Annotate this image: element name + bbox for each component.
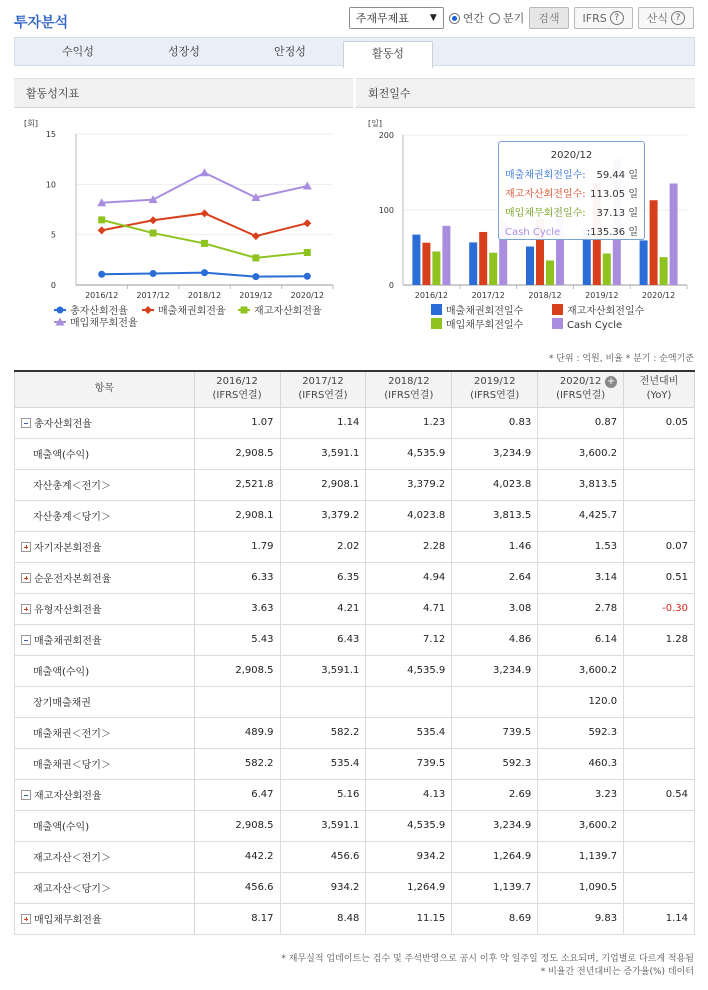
bar	[526, 247, 534, 285]
cell-yoy: -0.30	[624, 593, 695, 624]
tooltip-row	[505, 166, 638, 185]
data-point	[252, 254, 259, 261]
activity-line-chart	[14, 108, 353, 341]
cell-value: 2,908.5	[194, 655, 280, 686]
tab-profitability[interactable]: 수익성	[62, 45, 94, 58]
cell-value: 9.83	[538, 903, 624, 934]
row-label-text: 매출채권＜전기＞	[33, 729, 111, 740]
cell-value: 4.71	[366, 593, 452, 624]
header-year: 2017/12 (IFRS연결)	[280, 371, 366, 407]
cell-value: 4,535.9	[366, 438, 452, 469]
cell-yoy: 0.05	[624, 407, 695, 438]
activity-chart-panel	[14, 78, 353, 341]
tab-bar	[14, 37, 695, 66]
cell-value: 2.02	[280, 531, 366, 562]
cell-value: 3.23	[538, 779, 624, 810]
turnover-days-title: 회전일수	[356, 78, 695, 108]
cell-value: 3.14	[538, 562, 624, 593]
collapse-icon[interactable]	[21, 418, 31, 428]
row-label-text: 재고자산＜당기＞	[33, 884, 111, 895]
x-tick-label: 2019/12	[585, 291, 619, 300]
cell-yoy	[624, 686, 695, 717]
y-tick-label: 100	[378, 206, 394, 215]
cell-value: 3,813.5	[538, 469, 624, 500]
bar	[660, 257, 668, 285]
collapse-icon[interactable]	[21, 635, 31, 645]
cell-value: 1.79	[194, 531, 280, 562]
cell-yoy	[624, 748, 695, 779]
data-point	[149, 216, 157, 224]
cell-value: 3,234.9	[452, 438, 538, 469]
row-label	[15, 624, 195, 655]
search-button-label: 검색	[538, 12, 560, 25]
cell-yoy	[624, 841, 695, 872]
cell-value: 1.53	[538, 531, 624, 562]
tooltip-value: 37.13 일	[596, 208, 638, 219]
row-label-text: 매출액(수익)	[33, 450, 90, 461]
cell-value: 8.69	[452, 903, 538, 934]
legend-marker	[241, 307, 248, 314]
header-yoy: 전년대비 (YoY)	[624, 371, 695, 407]
row-label-text: 매출채권＜당기＞	[33, 760, 111, 771]
row-label	[15, 562, 195, 593]
tooltip-value: :135.36 일	[586, 227, 638, 238]
cell-value: 4.94	[366, 562, 452, 593]
row-label	[15, 407, 195, 438]
table-row	[15, 872, 695, 903]
cell-value: 4,023.8	[452, 469, 538, 500]
table-row	[15, 469, 695, 500]
header-year: 2018/12 (IFRS연결)	[366, 371, 452, 407]
expand-icon[interactable]	[21, 573, 31, 583]
bar	[670, 183, 678, 285]
cell-yoy	[624, 717, 695, 748]
row-label	[15, 593, 195, 624]
tooltip-title: 2020/12	[550, 150, 593, 161]
cell-value: 0.87	[538, 407, 624, 438]
footnotes	[281, 953, 694, 979]
tab-activity[interactable]: 활동성	[343, 41, 433, 68]
radio-quarter-dot[interactable]	[489, 13, 500, 24]
row-label-text: 자산총계＜당기＞	[33, 512, 111, 523]
cell-value: 3,379.2	[366, 469, 452, 500]
tooltip-label: 매출채권회전일수:	[505, 170, 586, 181]
cell-value: 460.3	[538, 748, 624, 779]
cell-yoy	[624, 810, 695, 841]
table-row[interactable]	[15, 779, 695, 810]
series-line	[102, 173, 308, 203]
cell-value: 5.16	[280, 779, 366, 810]
legend-swatch	[431, 318, 442, 329]
cell-value: 2.78	[538, 593, 624, 624]
chevron-down-icon: ▼	[429, 13, 437, 23]
table-row[interactable]	[15, 593, 695, 624]
bar	[469, 242, 477, 285]
cell-value: 3,234.9	[452, 810, 538, 841]
tooltip-row	[505, 223, 638, 242]
cell-value: 4,535.9	[366, 655, 452, 686]
cell-yoy	[624, 655, 695, 686]
tooltip-row	[505, 204, 638, 223]
data-point	[98, 216, 105, 223]
row-label	[15, 438, 195, 469]
y-tick-label: 5	[50, 230, 56, 240]
radio-quarter[interactable]	[489, 10, 524, 26]
y-tick-label: 15	[45, 130, 56, 139]
row-label-text: 매출액(수익)	[33, 822, 90, 833]
x-tick-label: 2018/12	[528, 291, 562, 300]
legend-swatch	[552, 318, 563, 329]
cell-value: 8.48	[280, 903, 366, 934]
legend-swatch	[431, 304, 442, 315]
tooltip-row	[505, 185, 638, 204]
data-point	[150, 230, 157, 237]
legend-swatch	[552, 304, 563, 315]
cell-value: 3,600.2	[538, 655, 624, 686]
cell-value	[452, 686, 538, 717]
cell-value: 934.2	[366, 841, 452, 872]
x-tick-label: 2019/12	[239, 291, 273, 300]
cell-value: 120.0	[538, 686, 624, 717]
cell-value: 1.07	[194, 407, 280, 438]
y-tick-label: 10	[45, 180, 56, 190]
bar	[546, 260, 554, 285]
formula-button-label: 산식	[646, 12, 668, 25]
table-row[interactable]	[15, 562, 695, 593]
tooltip-value: 113.05 일	[590, 189, 638, 200]
row-label	[15, 686, 195, 717]
row-label-text: 매출액(수익)	[33, 667, 90, 678]
table-row	[15, 748, 695, 779]
bar	[422, 243, 430, 285]
cell-value: 2,908.1	[194, 500, 280, 531]
data-point	[201, 269, 208, 276]
cell-value: 442.2	[194, 841, 280, 872]
tab-stability[interactable]: 안정성	[274, 45, 306, 58]
row-label-text: 총자산회전율	[34, 419, 92, 430]
cell-value: 7.12	[366, 624, 452, 655]
tooltip-label: 재고자산회전일수:	[505, 189, 586, 200]
row-label	[15, 810, 195, 841]
legend-label: 매출채권회전율	[158, 306, 226, 317]
cell-value: 4,425.7	[538, 500, 624, 531]
cell-value: 4.86	[452, 624, 538, 655]
cell-value: 582.2	[194, 748, 280, 779]
cell-value: 2.28	[366, 531, 452, 562]
cell-value: 3,591.1	[280, 810, 366, 841]
footnote: * 비율간 전년대비는 증가율(%) 데이터	[540, 967, 694, 977]
cell-yoy	[624, 438, 695, 469]
cell-value: 0.83	[452, 407, 538, 438]
table-row[interactable]	[15, 624, 695, 655]
row-label	[15, 779, 195, 810]
bar	[432, 251, 440, 285]
x-tick-label: 2016/12	[414, 291, 449, 300]
data-point	[98, 226, 106, 234]
cell-value: 1,264.9	[366, 872, 452, 903]
cell-yoy	[624, 500, 695, 531]
header-item: 항목	[15, 371, 195, 407]
table-row[interactable]	[15, 903, 695, 934]
ifrs-button-label: IFRS	[582, 11, 607, 25]
series-line	[102, 220, 308, 258]
bar	[442, 226, 450, 285]
cell-value: 1,264.9	[452, 841, 538, 872]
table-header-row	[15, 371, 695, 407]
cell-value: 6.14	[538, 624, 624, 655]
cell-value: 4,023.8	[366, 500, 452, 531]
table-row[interactable]	[15, 531, 695, 562]
unit-note: * 단위 : 억원, 비율 * 분기 : 순액기준	[548, 354, 694, 364]
tooltip-label: 매입채무회전일수:	[505, 208, 586, 219]
expand-icon[interactable]	[21, 542, 31, 552]
cell-yoy	[624, 872, 695, 903]
cell-value: 6.47	[194, 779, 280, 810]
x-tick-label: 2020/12	[290, 291, 324, 300]
legend-label: 총자산회전율	[70, 306, 128, 317]
cell-yoy	[624, 469, 695, 500]
bar	[603, 254, 611, 286]
table-row	[15, 717, 695, 748]
row-label	[15, 469, 195, 500]
bar	[489, 253, 497, 285]
y-axis-unit: [회]	[24, 119, 38, 128]
data-point	[201, 209, 209, 217]
cell-value	[194, 686, 280, 717]
bar	[640, 240, 648, 285]
cell-value: 3,600.2	[538, 438, 624, 469]
x-tick-label: 2016/12	[85, 291, 119, 300]
cell-value: 3.08	[452, 593, 538, 624]
activity-table	[14, 370, 695, 935]
row-label	[15, 903, 195, 934]
table-row	[15, 438, 695, 469]
y-tick-label: 200	[378, 131, 394, 140]
cell-value: 1,139.7	[538, 841, 624, 872]
cell-value: 456.6	[194, 872, 280, 903]
cell-value	[280, 686, 366, 717]
legend-label: 재고자산회전율	[254, 306, 322, 317]
x-tick-label: 2017/12	[471, 291, 505, 300]
radio-annual[interactable]	[449, 10, 484, 26]
header-year-label: 2020/12 (IFRS연결)	[556, 376, 606, 402]
bar	[412, 235, 420, 285]
cell-value: 8.17	[194, 903, 280, 934]
table-row	[15, 810, 695, 841]
table-row	[15, 841, 695, 872]
cell-value	[366, 686, 452, 717]
cell-value: 3,234.9	[452, 655, 538, 686]
row-label	[15, 841, 195, 872]
table-row	[15, 686, 695, 717]
bar	[650, 200, 658, 285]
cell-value: 6.33	[194, 562, 280, 593]
toolbar	[349, 7, 694, 29]
expand-plus-icon[interactable]: +	[606, 376, 616, 387]
cell-value: 6.43	[280, 624, 366, 655]
legend-label: 매입채무회전일수	[446, 320, 524, 331]
data-point	[201, 240, 208, 247]
row-label-text: 매출채권회전율	[34, 636, 102, 647]
cell-value: 489.9	[194, 717, 280, 748]
row-label	[15, 655, 195, 686]
cell-value: 3,591.1	[280, 438, 366, 469]
cell-value: 592.3	[452, 748, 538, 779]
row-label-text: 유형자산회전율	[34, 605, 102, 616]
cell-value: 1,139.7	[452, 872, 538, 903]
cell-yoy: 1.28	[624, 624, 695, 655]
report-type-select[interactable]	[349, 7, 444, 29]
help-icon: ?	[671, 11, 685, 25]
cell-value: 3,591.1	[280, 655, 366, 686]
row-label-text: 매입채무회전율	[34, 915, 102, 926]
cell-value: 3,600.2	[538, 810, 624, 841]
radio-annual-label: 연간	[462, 12, 484, 25]
radio-quarter-label: 분기	[503, 12, 525, 25]
cell-value: 4,535.9	[366, 810, 452, 841]
footnote: * 재무실적 업데이트는 검수 및 주석반영으로 공시 이후 약 일주일 정도 소요되며, 기업별로 다르게 적용됨	[281, 954, 694, 964]
cell-value: 1.46	[452, 531, 538, 562]
cell-value: 2.64	[452, 562, 538, 593]
page-title: 투자분석	[14, 15, 69, 31]
row-label	[15, 500, 195, 531]
cell-value: 535.4	[280, 748, 366, 779]
row-label-text: 장기매출채권	[33, 698, 91, 709]
data-point	[304, 273, 311, 280]
data-point	[303, 219, 311, 227]
legend-label: 매입채무회전율	[70, 318, 138, 329]
table-row[interactable]	[15, 407, 695, 438]
legend-marker	[57, 307, 64, 314]
row-label-text: 순운전자본회전율	[34, 574, 112, 585]
cell-value: 2,908.1	[280, 469, 366, 500]
x-tick-label: 2017/12	[136, 291, 170, 300]
cell-value: 535.4	[366, 717, 452, 748]
legend-label: 재고자산회전일수	[567, 306, 645, 317]
ifrs-button[interactable]	[574, 7, 633, 29]
y-axis-unit: [일]	[368, 119, 382, 128]
cell-value: 3,813.5	[452, 500, 538, 531]
row-label	[15, 717, 195, 748]
cell-value: 1,090.5	[538, 872, 624, 903]
data-point	[150, 270, 157, 277]
cell-value: 5.43	[194, 624, 280, 655]
y-tick-label: 0	[388, 281, 394, 290]
cell-value: 582.2	[280, 717, 366, 748]
header-year-latest	[538, 371, 624, 407]
x-tick-label: 2018/12	[187, 291, 222, 300]
cell-value: 934.2	[280, 872, 366, 903]
formula-button[interactable]	[638, 7, 694, 29]
cell-value: 739.5	[452, 717, 538, 748]
cell-value: 2,908.5	[194, 438, 280, 469]
row-label	[15, 872, 195, 903]
row-label-text: 자산총계＜전기＞	[33, 481, 111, 492]
cell-value: 11.15	[366, 903, 452, 934]
chart-tooltip	[498, 141, 645, 240]
cell-value: 592.3	[538, 717, 624, 748]
cell-value: 1.14	[280, 407, 366, 438]
cell-yoy: 0.07	[624, 531, 695, 562]
header-year: 2016/12 (IFRS연결)	[194, 371, 280, 407]
table-row	[15, 655, 695, 686]
header-year: 2019/12 (IFRS연결)	[452, 371, 538, 407]
data-point	[252, 232, 260, 240]
cell-value: 3,379.2	[280, 500, 366, 531]
cell-value: 4.13	[366, 779, 452, 810]
cell-value: 3.63	[194, 593, 280, 624]
cell-value: 2,521.8	[194, 469, 280, 500]
cell-value: 456.6	[280, 841, 366, 872]
row-label-text: 자기자본회전율	[34, 543, 102, 554]
tab-growth[interactable]: 성장성	[168, 45, 200, 58]
report-type-value: 주재무제표	[355, 12, 409, 25]
data-point	[200, 168, 209, 176]
cell-value: 6.35	[280, 562, 366, 593]
legend-label: 매출채권회전일수	[446, 306, 524, 317]
tooltip-value: 59.44 일	[596, 170, 638, 181]
cell-value: 1.23	[366, 407, 452, 438]
data-point	[98, 271, 105, 278]
row-label-text: 재고자산＜전기＞	[33, 853, 111, 864]
cell-value: 2,908.5	[194, 810, 280, 841]
table-row	[15, 500, 695, 531]
row-label	[15, 531, 195, 562]
expand-icon[interactable]	[21, 604, 31, 614]
activity-chart-title: 활동성지표	[14, 78, 353, 108]
radio-annual-dot[interactable]	[449, 13, 460, 24]
help-icon: ?	[610, 11, 624, 25]
cell-value: 739.5	[366, 748, 452, 779]
x-tick-label: 2020/12	[641, 291, 676, 300]
legend-label: Cash Cycle	[567, 320, 623, 331]
cell-value: 4.21	[280, 593, 366, 624]
row-label-text: 재고자산회전율	[34, 791, 102, 802]
legend-marker	[144, 306, 152, 314]
data-point	[303, 182, 312, 190]
cell-yoy: 0.51	[624, 562, 695, 593]
row-label	[15, 748, 195, 779]
cell-yoy: 0.54	[624, 779, 695, 810]
tooltip-label: Cash Cycle	[505, 227, 561, 238]
cell-value: 2.69	[452, 779, 538, 810]
cell-yoy: 1.14	[624, 903, 695, 934]
bar	[479, 232, 487, 285]
data-point	[252, 273, 259, 280]
y-tick-label: 0	[50, 281, 56, 290]
expand-icon[interactable]	[21, 914, 31, 924]
search-button[interactable]	[529, 7, 568, 29]
collapse-icon[interactable]	[21, 790, 31, 800]
data-point	[304, 249, 311, 256]
